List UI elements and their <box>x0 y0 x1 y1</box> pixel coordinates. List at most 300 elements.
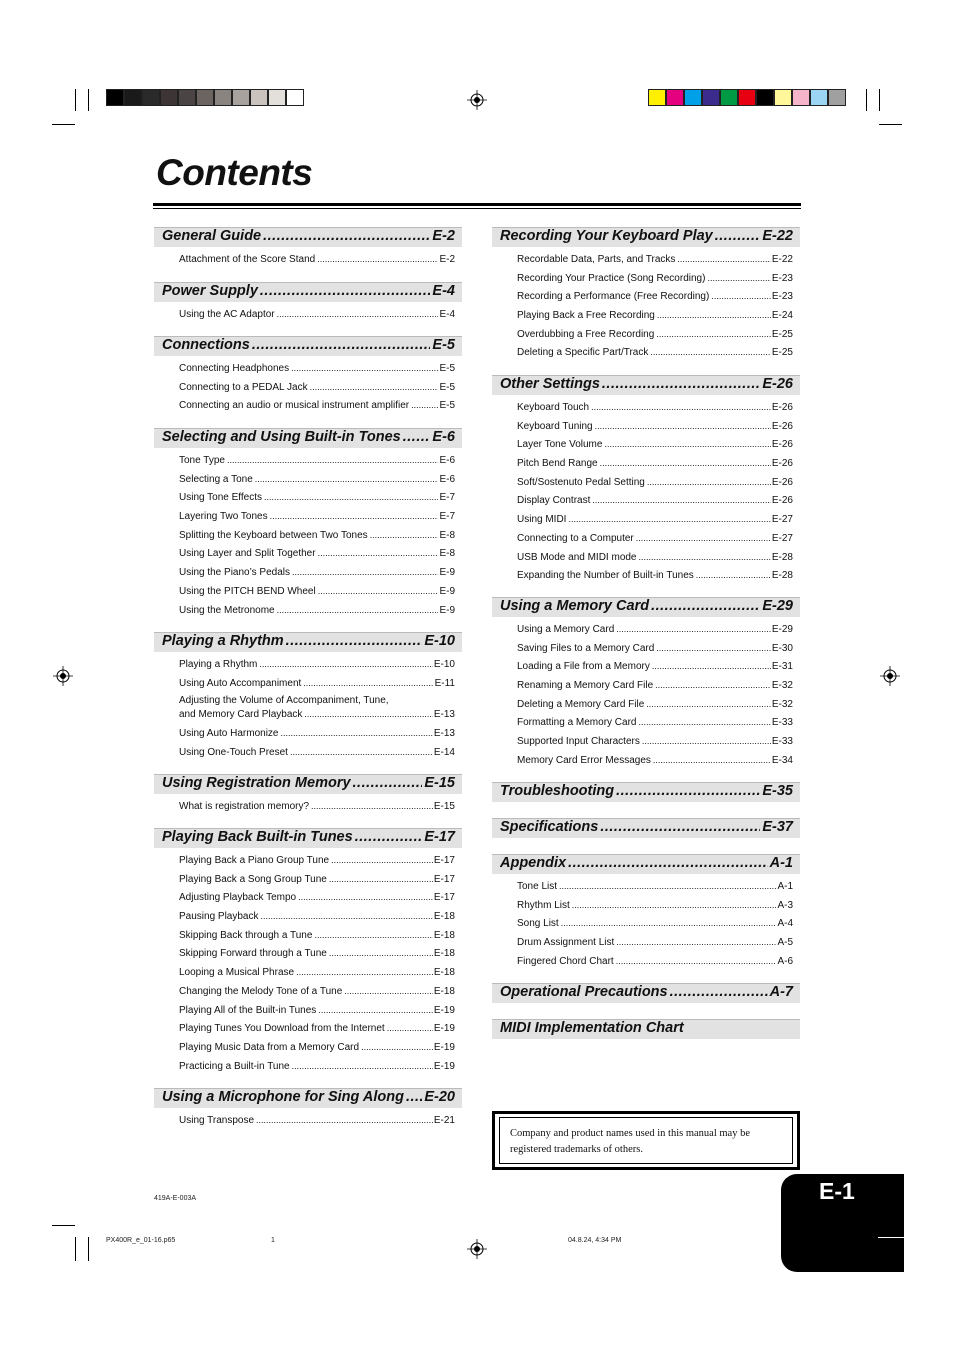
dot-leader <box>638 716 770 728</box>
toc-item[interactable] <box>179 944 462 963</box>
item-page: E-11 <box>434 677 455 689</box>
dot-leader <box>653 754 771 766</box>
item-page: E-9 <box>439 585 455 597</box>
item-page: E-5 <box>439 381 455 393</box>
dot-leader <box>292 566 438 578</box>
item-title: Drum Assignment List <box>517 937 615 949</box>
dot-leader <box>281 727 433 739</box>
item-page: E-17 <box>433 873 455 885</box>
dot-leader <box>642 735 771 747</box>
item-title: Layer Tone Volume <box>517 439 603 451</box>
toc-item[interactable] <box>179 982 462 1001</box>
toc-section <box>154 336 462 415</box>
toc-item[interactable] <box>517 417 800 436</box>
toc-item[interactable] <box>517 751 800 770</box>
toc-item[interactable] <box>179 743 462 762</box>
toc-item[interactable] <box>517 713 800 732</box>
dot-leader <box>616 955 777 967</box>
toc-section-heading[interactable] <box>492 1019 800 1039</box>
doc-code: 419A-E-003A <box>154 1195 197 1202</box>
dot-leader <box>277 604 439 616</box>
dot-leader <box>639 551 771 563</box>
item-title: Playing Tunes You Download from the Internet <box>179 1023 385 1035</box>
trademark-note <box>492 1111 800 1170</box>
toc-item[interactable] <box>517 952 800 971</box>
section-page: E-10 <box>424 633 455 649</box>
item-page: E-19 <box>433 1060 455 1072</box>
toc-section <box>154 282 462 324</box>
dot-leader <box>277 308 439 320</box>
toc-item[interactable] <box>517 657 800 676</box>
toc-section-heading[interactable] <box>492 818 800 838</box>
toc-item[interactable] <box>517 473 800 492</box>
item-title: Connecting to a Computer <box>517 532 634 544</box>
toc-item[interactable] <box>517 639 800 658</box>
toc-section-heading[interactable] <box>154 282 462 302</box>
dot-leader <box>559 880 776 892</box>
item-title: Expanding the Number of Built-in Tunes <box>517 570 694 582</box>
dot-leader <box>616 783 760 799</box>
dot-leader <box>403 429 431 445</box>
toc-item[interactable] <box>179 1111 462 1130</box>
item-page: E-19 <box>433 1023 455 1035</box>
toc-item[interactable] <box>179 305 462 324</box>
item-title: Using Layer and Split Together <box>179 548 316 560</box>
toc-item[interactable] <box>179 359 462 378</box>
toc-section-heading[interactable] <box>492 983 800 1003</box>
dot-leader <box>318 585 439 597</box>
color-swatch <box>250 89 268 106</box>
toc-section <box>154 1088 462 1130</box>
dot-leader <box>290 746 433 758</box>
section-title: Appendix <box>500 855 567 871</box>
item-title: Using the Metronome <box>179 604 275 616</box>
toc-item[interactable] <box>517 695 800 714</box>
item-title: Changing the Melody Tone of a Tune <box>179 985 343 997</box>
item-title: Adjusting the Volume of Accompaniment, Tune, <box>179 695 389 707</box>
section-title: Using Registration Memory <box>162 775 351 791</box>
toc-section-heading[interactable] <box>154 428 462 448</box>
registration-mark-icon <box>467 1239 487 1259</box>
item-page: E-6 <box>439 473 455 485</box>
toc-item[interactable] <box>179 851 462 870</box>
item-page: E-26 <box>771 495 793 507</box>
toc-item-list <box>492 874 800 970</box>
dot-leader <box>656 328 771 340</box>
dot-leader <box>318 1004 433 1016</box>
crop-mark <box>879 89 880 111</box>
toc-item[interactable] <box>517 250 800 269</box>
toc-section-heading[interactable] <box>154 227 462 247</box>
color-swatch <box>160 89 178 106</box>
item-page: E-25 <box>771 328 793 340</box>
item-page: E-18 <box>433 929 455 941</box>
crop-mark <box>878 1237 904 1238</box>
toc-item[interactable] <box>179 797 462 816</box>
page-number-tab <box>781 1174 904 1272</box>
toc-item[interactable] <box>179 674 462 693</box>
color-swatch <box>774 89 792 106</box>
registration-mark-icon <box>880 666 900 686</box>
item-page: E-28 <box>771 570 793 582</box>
toc-item[interactable] <box>179 378 462 397</box>
item-title: Skipping Forward through a Tune <box>179 948 327 960</box>
toc-item[interactable] <box>517 325 800 344</box>
dot-leader <box>568 513 770 525</box>
dot-leader <box>411 399 438 411</box>
toc-item[interactable] <box>179 396 462 415</box>
toc-section <box>154 774 462 816</box>
color-swatch <box>142 89 160 106</box>
toc-item[interactable] <box>179 1019 462 1038</box>
toc-section-heading[interactable] <box>154 828 462 848</box>
section-page: E-29 <box>762 598 793 614</box>
toc-item[interactable] <box>517 454 800 473</box>
toc-item[interactable] <box>517 732 800 751</box>
item-title: Looping a Musical Phrase <box>179 967 295 979</box>
item-page: E-17 <box>433 892 455 904</box>
item-title: Using the Piano’s Pedals <box>179 567 290 579</box>
dot-leader <box>406 1089 422 1105</box>
toc-item[interactable] <box>517 620 800 639</box>
dot-leader <box>650 346 771 358</box>
section-title: Specifications <box>500 819 599 835</box>
dot-leader <box>329 873 433 885</box>
item-page: A-5 <box>777 937 793 949</box>
dot-leader <box>255 473 439 485</box>
crop-mark <box>88 1237 89 1261</box>
toc-section-heading[interactable] <box>154 774 462 794</box>
dot-leader <box>256 1114 433 1126</box>
item-page: E-24 <box>771 310 793 322</box>
item-page: E-33 <box>771 717 793 729</box>
item-page: E-26 <box>771 476 793 488</box>
toc-section-heading[interactable] <box>492 597 800 617</box>
toc-item[interactable] <box>517 491 800 510</box>
item-title: Playing All of the Built-in Tunes <box>179 1004 317 1016</box>
toc-item[interactable] <box>179 582 462 601</box>
toc-item[interactable] <box>179 888 462 907</box>
section-title: Using a Memory Card <box>500 598 650 614</box>
crop-mark <box>879 124 902 125</box>
item-title: Using Tone Effects <box>179 492 263 504</box>
toc-item-list <box>154 302 462 324</box>
item-title: Pausing Playback <box>179 911 259 923</box>
item-title: Tone Type <box>179 455 225 466</box>
toc-item[interactable] <box>517 914 800 933</box>
section-title: Other Settings <box>500 376 600 392</box>
item-title: Using the AC Adaptor <box>179 309 275 320</box>
item-title: Overdubbing a Free Recording <box>517 328 655 340</box>
toc-section-heading[interactable] <box>492 375 800 395</box>
toc-item[interactable] <box>179 507 462 526</box>
item-page: E-26 <box>771 439 793 451</box>
dot-leader <box>331 854 433 866</box>
dot-leader <box>595 420 771 432</box>
dot-leader <box>616 936 776 948</box>
toc-section <box>154 227 462 269</box>
toc-item[interactable] <box>517 877 800 896</box>
toc-item[interactable] <box>517 896 800 915</box>
toc-item[interactable] <box>517 529 800 548</box>
toc-section-heading[interactable] <box>492 854 800 874</box>
color-swatch <box>720 89 738 106</box>
dot-leader <box>317 253 438 265</box>
item-title: Song List <box>517 918 559 930</box>
item-title: Display Contrast <box>517 495 591 507</box>
item-title: Connecting to a PEDAL Jack <box>179 381 308 393</box>
item-page: A-1 <box>777 881 793 892</box>
item-page: E-18 <box>433 985 455 997</box>
title-rule <box>153 208 801 209</box>
color-swatch <box>756 89 774 106</box>
dot-leader <box>636 532 771 544</box>
dot-leader <box>353 775 423 791</box>
item-title: Soft/Sostenuto Pedal Setting <box>517 476 645 488</box>
toc-item[interactable] <box>179 1038 462 1057</box>
item-page: E-4 <box>439 309 455 320</box>
color-swatch <box>232 89 250 106</box>
color-swatch <box>268 89 286 106</box>
item-title: Connecting an audio or musical instrument amplifier <box>179 400 410 412</box>
dot-leader <box>304 708 432 720</box>
section-title: Operational Precautions <box>500 984 668 1000</box>
item-title: Memory Card Error Messages <box>517 754 651 766</box>
toc-item-list <box>492 395 800 585</box>
color-swatch <box>738 89 756 106</box>
toc-section-heading[interactable] <box>492 227 800 247</box>
color-swatch <box>196 89 214 106</box>
toc-item[interactable] <box>179 963 462 982</box>
dot-leader <box>264 491 438 503</box>
item-title: Rhythm List <box>517 899 570 911</box>
toc-section <box>492 818 800 838</box>
item-title: Layering Two Tones <box>179 511 268 523</box>
toc-section <box>492 597 800 770</box>
color-swatch <box>648 89 666 106</box>
dot-leader <box>318 547 439 559</box>
dot-leader <box>270 510 439 522</box>
section-page: E-17 <box>424 829 455 845</box>
dot-leader <box>261 910 433 922</box>
dot-leader <box>355 829 423 845</box>
item-title: Recording a Performance (Free Recording) <box>517 291 710 303</box>
item-title: Selecting a Tone <box>179 473 253 485</box>
section-page: E-22 <box>762 228 793 244</box>
toc-item[interactable] <box>179 563 462 582</box>
toc-item[interactable] <box>179 250 462 269</box>
toc-item[interactable] <box>179 470 462 489</box>
dot-leader <box>655 679 771 691</box>
item-title: Pitch Bend Range <box>517 458 598 470</box>
crop-mark <box>75 1237 76 1261</box>
toc-item[interactable] <box>179 601 462 620</box>
dot-leader <box>387 1022 433 1034</box>
color-swatch <box>124 89 142 106</box>
toc-item-list <box>154 794 462 816</box>
toc-item[interactable] <box>517 676 800 695</box>
registration-mark-icon <box>467 90 487 110</box>
item-page: E-8 <box>439 548 455 560</box>
toc-section-heading[interactable] <box>492 782 800 802</box>
dot-leader <box>260 283 431 299</box>
dot-leader <box>646 698 771 710</box>
item-page: A-4 <box>777 918 793 930</box>
item-page: E-29 <box>771 624 793 635</box>
item-page: E-23 <box>771 272 793 284</box>
toc-item-list <box>154 356 462 415</box>
toc-section <box>154 428 462 619</box>
section-page: E-20 <box>424 1089 455 1105</box>
toc-item[interactable] <box>179 451 462 470</box>
color-swatch <box>810 89 828 106</box>
item-page: E-30 <box>771 642 793 654</box>
toc-item[interactable] <box>517 343 800 362</box>
dot-leader <box>361 1041 433 1053</box>
dot-leader <box>600 819 760 835</box>
dot-leader <box>677 253 770 265</box>
section-page: E-6 <box>432 429 455 445</box>
item-page: E-25 <box>771 347 793 359</box>
toc-section-heading[interactable] <box>154 336 462 356</box>
toc-item-list <box>154 652 462 762</box>
item-page: A-3 <box>777 899 793 911</box>
dot-leader <box>259 658 433 670</box>
dot-leader <box>252 337 431 353</box>
section-title: Playing a Rhythm <box>162 633 284 649</box>
color-swatch <box>684 89 702 106</box>
toc-item[interactable] <box>179 1057 462 1076</box>
toc-item[interactable] <box>179 907 462 926</box>
page-number: E-1 <box>819 1178 855 1204</box>
item-title: Deleting a Memory Card File <box>517 698 645 710</box>
dot-leader <box>298 891 433 903</box>
toc-section-heading[interactable] <box>154 632 462 652</box>
toc-item[interactable] <box>517 566 800 585</box>
color-swatch <box>178 89 196 106</box>
footer-page-no: 1 <box>271 1237 275 1244</box>
footer-file: PX400R_e_01-16.p65 <box>106 1237 176 1244</box>
item-page: E-7 <box>439 511 455 523</box>
item-page: E-5 <box>439 400 455 412</box>
section-page: E-5 <box>432 337 455 353</box>
dot-leader <box>707 272 770 284</box>
toc-item-list <box>492 617 800 770</box>
item-page: E-18 <box>433 967 455 979</box>
toc-item[interactable] <box>179 544 462 563</box>
toc-section-heading[interactable] <box>154 1088 462 1108</box>
dot-leader <box>291 362 438 374</box>
section-page: E-35 <box>762 783 793 799</box>
toc-section <box>492 854 800 970</box>
dot-leader <box>263 228 430 244</box>
toc-section <box>492 983 800 1003</box>
item-page: E-18 <box>433 948 455 960</box>
crop-mark <box>52 124 75 125</box>
dot-leader <box>286 633 423 649</box>
item-page: E-34 <box>771 754 793 766</box>
color-swatch <box>828 89 846 106</box>
dot-leader <box>657 309 771 321</box>
page-title: Contents <box>156 152 313 193</box>
item-page: E-19 <box>433 1041 455 1053</box>
color-swatch <box>792 89 810 106</box>
dot-leader <box>602 376 760 392</box>
color-swatch <box>214 89 232 106</box>
toc-item[interactable] <box>517 933 800 952</box>
item-page: E-22 <box>771 254 793 265</box>
item-page: E-15 <box>433 801 455 812</box>
toc-item[interactable] <box>517 435 800 454</box>
item-page: E-28 <box>771 551 793 563</box>
toc-item[interactable] <box>179 692 462 724</box>
item-title: Adjusting Playback Tempo <box>179 892 297 904</box>
toc-item[interactable] <box>179 655 462 674</box>
toc-item-list <box>154 1108 462 1130</box>
item-page: E-9 <box>439 604 455 616</box>
toc-section <box>154 828 462 1075</box>
item-title: What is registration memory? <box>179 801 310 812</box>
item-page: E-18 <box>433 911 455 923</box>
dot-leader <box>561 917 777 929</box>
toc-section <box>492 782 800 802</box>
toc-item[interactable] <box>179 1001 462 1020</box>
item-title: Keyboard Touch <box>517 402 590 413</box>
item-page: E-26 <box>771 402 793 413</box>
item-title: Tone List <box>517 881 558 892</box>
item-title: Using MIDI <box>517 514 567 526</box>
toc-item[interactable] <box>517 306 800 325</box>
toc-item[interactable] <box>179 870 462 889</box>
item-title: Attachment of the Score Stand <box>179 254 316 265</box>
toc-item[interactable] <box>179 926 462 945</box>
toc-item[interactable] <box>517 548 800 567</box>
item-page: E-7 <box>439 492 455 504</box>
dot-leader <box>651 598 760 614</box>
section-title: MIDI Implementation Chart <box>500 1020 684 1036</box>
section-page: E-4 <box>432 283 455 299</box>
toc-item[interactable] <box>179 724 462 743</box>
section-title: Playing Back Built-in Tunes <box>162 829 353 845</box>
dot-leader <box>572 899 777 911</box>
toc-item[interactable] <box>517 269 800 288</box>
item-title: Recording Your Practice (Song Recording) <box>517 272 706 284</box>
item-title: Supported Input Characters <box>517 736 640 748</box>
item-page: E-2 <box>439 254 455 265</box>
crop-mark <box>88 89 89 111</box>
toc-item[interactable] <box>179 526 462 545</box>
toc-item[interactable] <box>517 287 800 306</box>
toc-item[interactable] <box>179 488 462 507</box>
title-rule <box>153 203 801 206</box>
item-title: Saving Files to a Memory Card <box>517 642 655 654</box>
crop-mark <box>52 1225 75 1226</box>
dot-leader <box>647 476 771 488</box>
item-page: E-9 <box>439 567 455 579</box>
toc-item[interactable] <box>517 398 800 417</box>
item-title: Deleting a Specific Part/Track <box>517 347 649 359</box>
toc-item[interactable] <box>517 510 800 529</box>
section-title: Selecting and Using Built-in Tones <box>162 429 401 445</box>
toc-item-list <box>154 448 462 619</box>
dot-leader <box>292 1060 433 1072</box>
toc-item-list <box>154 848 462 1075</box>
item-title: Keyboard Tuning <box>517 420 593 432</box>
item-title: Skipping Back through a Tune <box>179 929 313 941</box>
color-swatch <box>286 89 304 106</box>
toc-item-list <box>492 247 800 362</box>
registration-mark-icon <box>53 666 73 686</box>
